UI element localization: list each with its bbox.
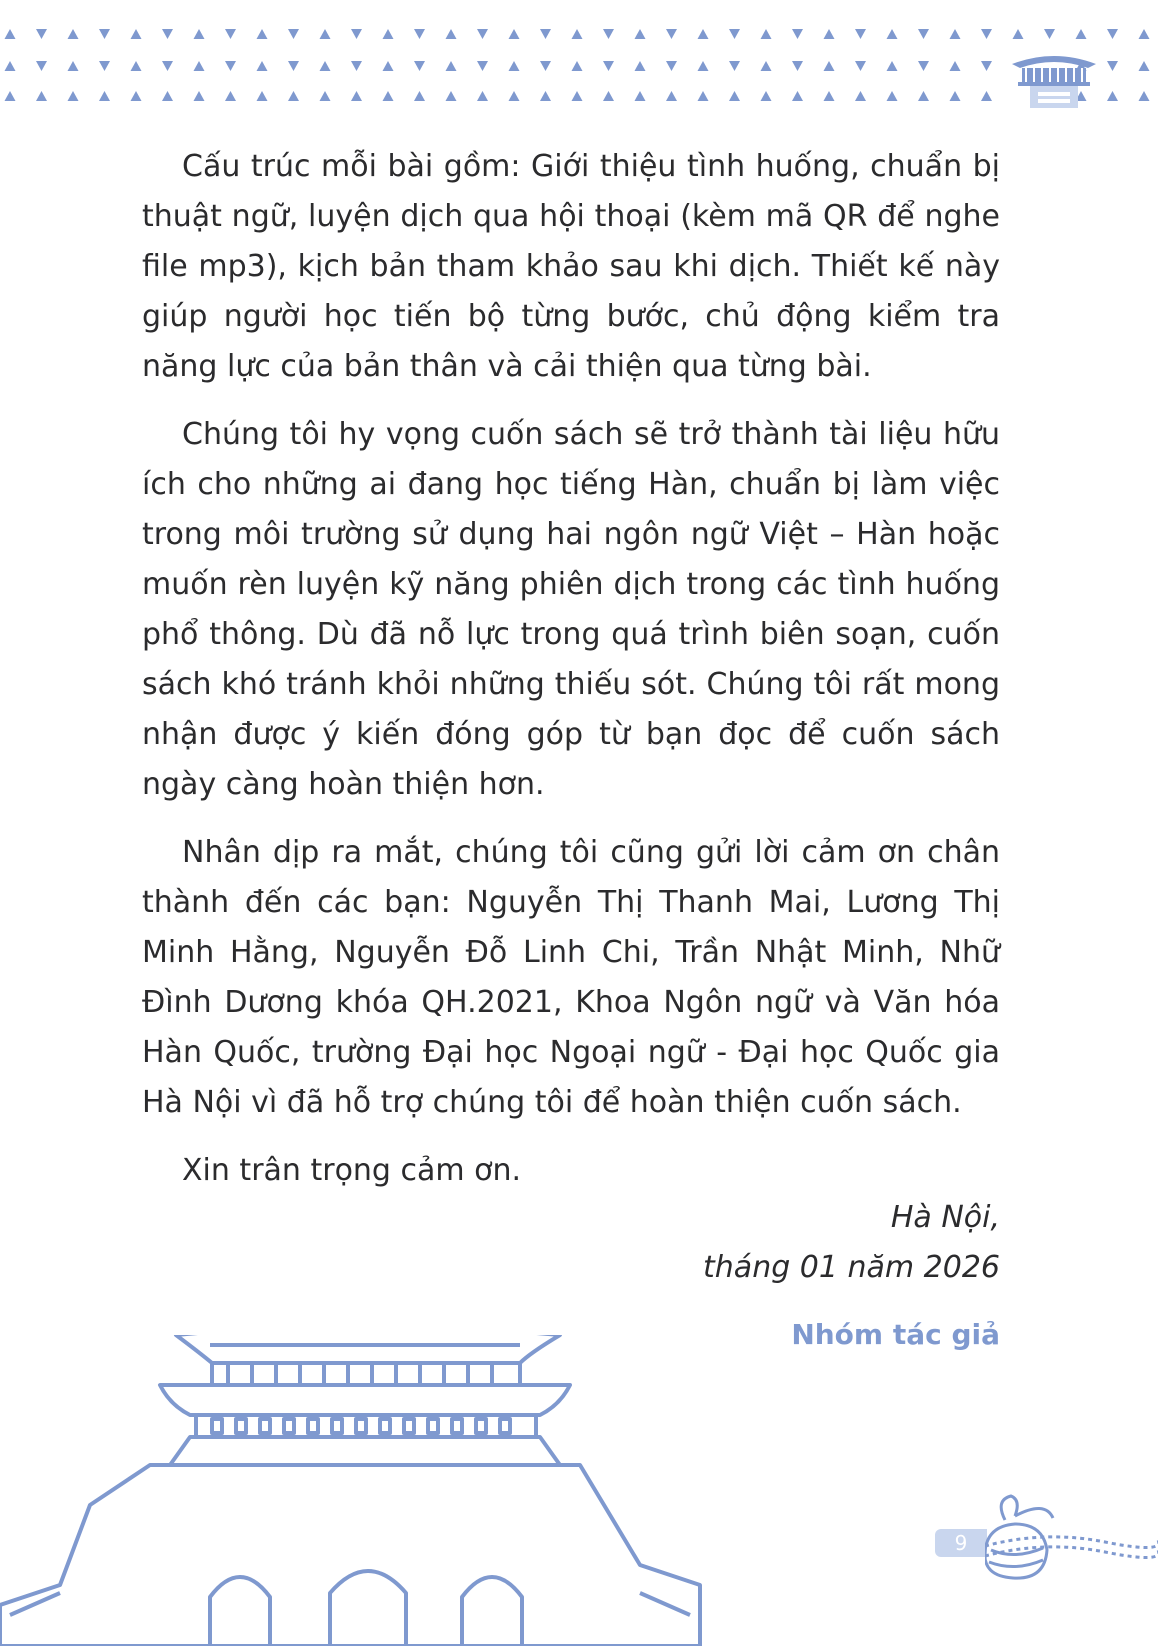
pattern-triangle [99, 61, 110, 71]
pattern-triangle [1107, 29, 1118, 39]
pattern-triangle [351, 91, 362, 101]
signoff-date: tháng 01 năm 2026 [703, 1250, 1000, 1285]
pattern-triangle [1013, 29, 1024, 39]
pattern-triangle [36, 61, 47, 71]
pattern-triangle [698, 91, 709, 101]
pattern-triangle [162, 91, 173, 101]
pattern-triangle [477, 29, 488, 39]
pattern-triangle [635, 91, 646, 101]
pattern-triangle [635, 29, 646, 39]
pattern-triangle [540, 61, 551, 71]
pattern-triangle [68, 91, 79, 101]
pattern-triangle [698, 61, 709, 71]
pattern-triangle [666, 61, 677, 71]
pattern-triangle [257, 29, 268, 39]
pattern-triangle [225, 29, 236, 39]
pattern-triangle [666, 91, 677, 101]
pattern-triangle [414, 91, 425, 101]
pattern-triangle [36, 29, 47, 39]
pattern-triangle [1107, 91, 1118, 101]
pattern-triangle [5, 61, 16, 71]
pattern-triangle [351, 29, 362, 39]
pattern-triangle [540, 29, 551, 39]
pattern-triangle [257, 61, 268, 71]
pattern-triangle [855, 29, 866, 39]
pattern-triangle [99, 29, 110, 39]
pattern-triangle [414, 29, 425, 39]
pavilion-icon [1008, 42, 1100, 110]
pattern-triangle [855, 61, 866, 71]
pattern-triangle [162, 29, 173, 39]
pattern-triangle [729, 29, 740, 39]
pattern-triangle [320, 91, 331, 101]
pattern-triangle [320, 61, 331, 71]
pattern-triangle [950, 91, 961, 101]
triangle-pattern [0, 0, 1158, 120]
pattern-triangle [761, 61, 772, 71]
pattern-triangle [288, 61, 299, 71]
authors-signature: Nhóm tác giả [791, 1318, 1000, 1351]
pattern-triangle [918, 29, 929, 39]
preface-body [142, 142, 1000, 1214]
pattern-triangle [603, 91, 614, 101]
pattern-triangle [1139, 91, 1150, 101]
pattern-triangle [162, 61, 173, 71]
pattern-triangle [540, 91, 551, 101]
pattern-triangle [981, 91, 992, 101]
pattern-triangle [5, 91, 16, 101]
pattern-triangle [635, 61, 646, 71]
pattern-triangle [99, 91, 110, 101]
pattern-triangle [1107, 61, 1118, 71]
pattern-triangle [383, 91, 394, 101]
pattern-triangle [1139, 61, 1150, 71]
pattern-triangle [194, 29, 205, 39]
pattern-triangle [792, 91, 803, 101]
pattern-triangle [824, 29, 835, 39]
pattern-triangle [1044, 29, 1055, 39]
pattern-triangle [509, 61, 520, 71]
pattern-triangle [131, 29, 142, 39]
paragraph-thanks: Nhân dịp ra mắt, chúng tôi cũng gửi lời cảm ơn chân thành đến các bạn: Nguyễn Thị Thanh Mai, Lương Thị Minh Hằng, Nguyễn Đỗ Linh Chi, Trần Nhật Minh, Nhữ Đình Dương khóa QH.2021, Khoa Ngôn ngữ và Văn hóa Hàn Quốc, trường Đại học Ngoại ngữ - Đại học Quốc gia Hà Nội vì đã hỗ trợ chúng tôi để hoàn thiện cuốn sách. [142, 835, 1000, 1120]
pattern-triangle [729, 61, 740, 71]
pattern-triangle [824, 91, 835, 101]
pattern-triangle [729, 91, 740, 101]
pattern-triangle [446, 29, 457, 39]
palace-gate-illustration [0, 1335, 740, 1646]
pattern-triangle [603, 61, 614, 71]
signoff-place: Hà Nội, [890, 1200, 1000, 1235]
pattern-triangle [792, 29, 803, 39]
pattern-triangle [446, 91, 457, 101]
pattern-triangle [257, 91, 268, 101]
signoff [703, 1193, 1000, 1293]
pattern-triangle [981, 29, 992, 39]
pattern-triangle [824, 61, 835, 71]
pattern-triangle [887, 29, 898, 39]
pattern-triangle [603, 29, 614, 39]
closing-line: Xin trân trọng cảm ơn. [182, 1153, 522, 1188]
pattern-triangle [572, 61, 583, 71]
pattern-triangle [383, 29, 394, 39]
pattern-triangle [792, 61, 803, 71]
paragraph-structure: Cấu trúc mỗi bài gồm: Giới thiệu tình huống, chuẩn bị thuật ngữ, luyện dịch qua hội thoại (kèm mã QR để nghe file mp3), kịch bản tham khảo sau khi dịch. Thiết kế này giúp người học tiến bộ từng bước, chủ động kiểm tra năng lực của bản thân và cải thiện qua từng bài. [142, 149, 1000, 384]
pattern-triangle [194, 91, 205, 101]
pattern-triangle [855, 91, 866, 101]
pattern-triangle [509, 91, 520, 101]
pattern-triangle [761, 91, 772, 101]
pattern-triangle [887, 61, 898, 71]
pattern-triangle [36, 91, 47, 101]
page-number: 9 [935, 1529, 987, 1557]
pattern-triangle [131, 91, 142, 101]
pattern-triangle [572, 29, 583, 39]
pattern-triangle [5, 29, 16, 39]
pattern-triangle [761, 29, 772, 39]
pattern-triangle [383, 61, 394, 71]
pattern-triangle [288, 29, 299, 39]
pattern-triangle [414, 61, 425, 71]
pattern-triangle [446, 61, 457, 71]
pattern-triangle [1076, 29, 1087, 39]
pattern-triangle [194, 61, 205, 71]
pattern-triangle [950, 29, 961, 39]
pattern-triangle [950, 61, 961, 71]
pattern-triangle [351, 61, 362, 71]
pattern-triangle [918, 61, 929, 71]
pattern-triangle [320, 29, 331, 39]
pattern-triangle [698, 29, 709, 39]
bojagi-bundle-icon [985, 1490, 1158, 1580]
pattern-triangle [225, 91, 236, 101]
pattern-triangle [477, 91, 488, 101]
pattern-triangle [572, 91, 583, 101]
pattern-triangle [1139, 29, 1150, 39]
pattern-triangle [225, 61, 236, 71]
pattern-triangle [477, 61, 488, 71]
pattern-triangle [131, 61, 142, 71]
pattern-triangle [68, 61, 79, 71]
pattern-triangle [666, 29, 677, 39]
pattern-triangle [918, 91, 929, 101]
pattern-triangle [887, 91, 898, 101]
pattern-triangle [288, 91, 299, 101]
pattern-triangle [68, 29, 79, 39]
pattern-triangle [509, 29, 520, 39]
pattern-triangle [981, 61, 992, 71]
paragraph-hope: Chúng tôi hy vọng cuốn sách sẽ trở thành tài liệu hữu ích cho những ai đang học tiếng Hàn, chuẩn bị làm việc trong môi trường sử dụng hai ngôn ngữ Việt – Hàn hoặc muốn rèn luyện kỹ năng phiên dịch trong các tình huống phổ thông. Dù đã nỗ lực trong quá trình biên soạn, cuốn sách khó tránh khỏi những thiếu sót. Chúng tôi rất mong nhận được ý kiến đóng góp từ bạn đọc để cuốn sách ngày càng hoàn thiện hơn. [142, 417, 1000, 802]
